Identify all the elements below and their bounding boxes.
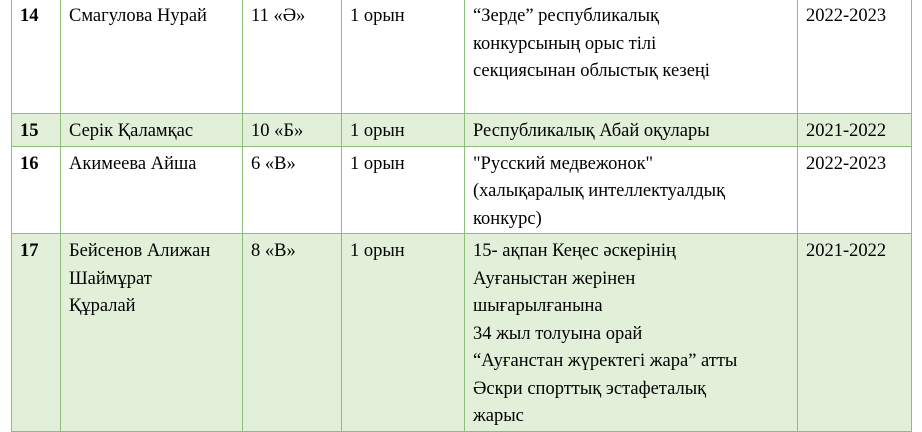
event-line: 34 жыл толуына орай (473, 323, 643, 344)
grade: 6 «В» (243, 146, 342, 234)
place: 1 орын (342, 0, 465, 114)
event-line: конкурс) (473, 208, 542, 229)
grade: 11 «Ә» (243, 0, 342, 114)
row-number: 15 (12, 114, 61, 147)
student-name-line: Смагулова Нурай (69, 6, 207, 26)
place: 1 орын (342, 146, 465, 234)
event-line: жарыс (473, 406, 524, 426)
row-number: 16 (12, 146, 61, 234)
event-line: шығарылғанына (473, 296, 603, 316)
year: 2022-2023 (798, 0, 912, 114)
place: 1 орын (342, 114, 465, 147)
row-number: 14 (12, 0, 61, 114)
student-name (61, 234, 243, 432)
event (465, 0, 798, 114)
event-line: секциясынан облыстық кезеңі (473, 61, 710, 81)
event-line: конкурсының орыс тілі (473, 33, 657, 54)
event (465, 146, 798, 234)
table-row (12, 146, 912, 234)
year: 2022-2023 (798, 146, 912, 234)
event (465, 114, 798, 147)
event-line: “Зерде” республикалық (473, 6, 660, 26)
table-row (12, 114, 912, 147)
table-row (12, 0, 912, 114)
event-line: Республикалық Абай оқулары (473, 121, 710, 141)
event-line: “Ауғанстан жүректегі жара” атты (473, 351, 738, 371)
place: 1 орын (342, 234, 465, 432)
event-line: (халықаралық интеллектуалдық (473, 181, 726, 201)
student-name-line: Акимеева Айша (69, 153, 197, 174)
event (465, 234, 798, 432)
student-name (61, 114, 243, 147)
student-name-line: Серік Қаламқас (69, 121, 194, 141)
event-line: Әскри спорттық эстафеталық (473, 378, 707, 399)
year: 2021-2022 (798, 114, 912, 147)
grade: 8 «В» (243, 234, 342, 432)
event-line: "Русский медвежонок" (473, 153, 654, 174)
year: 2021-2022 (798, 234, 912, 432)
row-number: 17 (12, 234, 61, 432)
event-line: Ауғаныстан жерінен (473, 268, 636, 289)
student-name (61, 0, 243, 114)
awards-table (11, 0, 912, 432)
grade: 10 «Б» (243, 114, 342, 147)
student-name-line: Құралай (69, 296, 136, 316)
student-name-line: Бейсенов Алижан (69, 241, 211, 261)
student-name (61, 146, 243, 234)
table-row (12, 234, 912, 432)
event-line: 15- ақпан Кеңес әскерінің (473, 241, 676, 261)
student-name-line: Шаймұрат (69, 268, 152, 289)
